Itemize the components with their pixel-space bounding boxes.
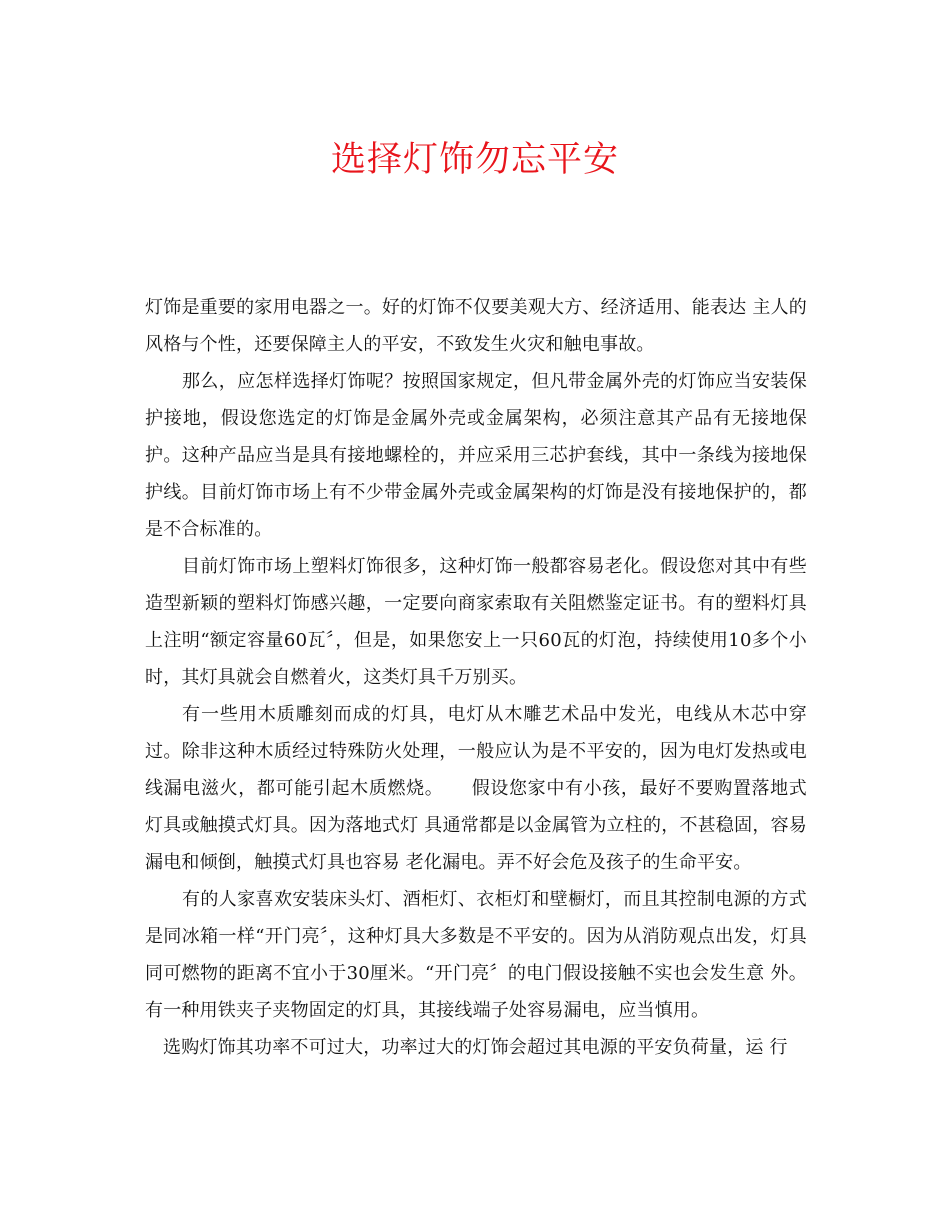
paragraph-intro: 灯饰是重要的家用电器之一。好的灯饰不仅要美观大方、经济适用、能表达 主人的风格与个性，还要保障主人的平安，不致发生火灾和触电事故。: [145, 297, 807, 355]
paragraph-cabinet-lights: 有的人家喜欢安装床头灯、酒柜灯、衣柜灯和壁橱灯，而且其控制电源的方式是同冰箱一样“开门亮〞，这种灯具大多数是不平安的。因为从消防观点出发，灯具同可燃物的距离不宜小于30厘米。“开门亮〞的电门假设接触不实也会发生意 外。有一种用铁夹子夹物固定的灯具，其接线端子处容易漏电，应当慎用。: [145, 889, 807, 1021]
document-body: [145, 289, 807, 1066]
document-title: 选择灯饰勿忘平安: [330, 140, 619, 180]
paragraph-power: 选购灯饰其功率不可过大，功率过大的灯饰会超过其电源的平安负荷量，运 行: [163, 1037, 788, 1058]
paragraph-wood: 有一些用木质雕刻而成的灯具，电灯从木雕艺术品中发光，电线从木芯中穿过。除非这种木质经过特殊防火处理，一般应认为是不平安的，因为电灯发热或电线漏电滋火，都可能引起木质燃烧。 假设您家中有小孩，最好不要购置落地式灯具或触摸式灯具。因为落地式灯 具通常都是以金属管为立柱的，不甚稳固，容易漏电和倾倒，触摸式灯具也容易 老化漏电。弄不好会危及孩子的生命平安。: [145, 704, 807, 873]
paragraph-plastic: 目前灯饰市场上塑料灯饰很多，这种灯饰一般都容易老化。假设您对其中有些造型新颖的塑料灯饰感兴趣，一定要向商家索取有关阻燃鉴定证书。有的塑料灯具上注明“额定容量60瓦〞，但是，如果您安上一只60瓦的灯泡，持续使用10多个小时，其灯具就会自燃着火，这类灯具千万别买。: [145, 556, 807, 688]
paragraph-grounding: 那么，应怎样选择灯饰呢？按照国家规定，但凡带金属外壳的灯饰应当安装保护接地，假设您选定的灯饰是金属外壳或金属架构，必须注意其产品有无接地保护。这种产品应当是具有接地螺栓的，并应采用三芯护套线，其中一条线为接地保护线。目前灯饰市场上有不少带金属外壳或金属架构的灯饰是没有接地保护的，都是不合标准的。: [145, 371, 807, 540]
